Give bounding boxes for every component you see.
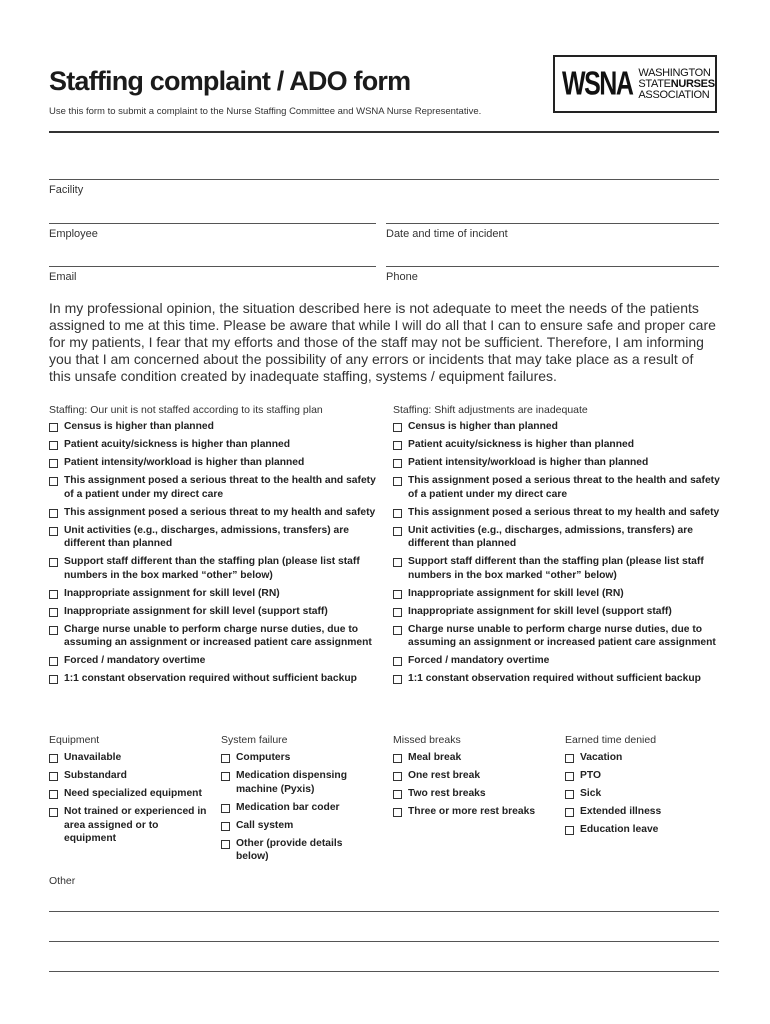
page-title: Staffing complaint / ADO form: [49, 66, 411, 96]
earned-time-item: [565, 823, 720, 837]
checkbox[interactable]: [49, 509, 58, 518]
checkbox[interactable]: [49, 423, 58, 432]
checkbox[interactable]: [221, 822, 230, 831]
missed-breaks-heading: Missed breaks: [393, 734, 461, 746]
page-subtitle: Use this form to submit a complaint to the Nurse Staffing Committee and WSNA Nurse Representative.: [49, 106, 482, 117]
checkbox[interactable]: [221, 840, 230, 849]
checkbox-label: Inappropriate assignment for skill level (RN): [64, 587, 280, 599]
checkbox[interactable]: [565, 808, 574, 817]
system-failure-item: [221, 751, 371, 765]
checkbox-label: Vacation: [580, 752, 623, 763]
checkbox-label: This assignment posed a serious threat to my health and safety: [408, 506, 720, 518]
checkbox-label: Unit activities (e.g., discharges, admissions, transfers) are different than planned: [64, 524, 349, 549]
checkbox[interactable]: [221, 754, 230, 763]
checkbox[interactable]: [393, 423, 402, 432]
checkbox-label: Patient acuity/sickness is higher than planned: [64, 439, 291, 450]
checkbox-label: Inappropriate assignment for skill level (support staff): [408, 605, 672, 617]
system-failure-list: [221, 751, 371, 868]
checkbox-label: This assignment posed a serious threat to my health and safety: [64, 506, 376, 518]
system-failure-item: [221, 837, 371, 864]
checkbox-label: Unavailable: [64, 752, 122, 763]
staffing-plan-item: [49, 438, 379, 452]
checkbox-label: Call system: [236, 819, 294, 831]
shift-adjustments-list: [393, 420, 723, 690]
checkbox[interactable]: [49, 441, 58, 450]
checkbox[interactable]: [49, 754, 58, 763]
staffing-plan-item: [49, 524, 379, 551]
checkbox-label: Forced / mandatory overtime: [408, 655, 550, 666]
shift-adjustments-item: [393, 555, 723, 582]
checkbox[interactable]: [393, 772, 402, 781]
checkbox[interactable]: [49, 657, 58, 666]
staffing-plan-item: [49, 420, 379, 434]
checkbox[interactable]: [393, 527, 402, 536]
equipment-list: [49, 751, 207, 850]
wsna-logo: [553, 55, 717, 113]
checkbox[interactable]: [49, 772, 58, 781]
checkbox-label: Three or more rest breaks: [408, 806, 536, 817]
phone-label: Phone: [386, 271, 418, 283]
checkbox-label: Sick: [580, 788, 602, 799]
employee-field[interactable]: [49, 223, 376, 224]
checkbox[interactable]: [565, 772, 574, 781]
logo-line-3: ASSOCIATION: [638, 88, 710, 101]
logo-mark: WSNA: [562, 64, 633, 103]
missed-breaks-item: [393, 769, 553, 783]
checkbox[interactable]: [49, 675, 58, 684]
checkbox[interactable]: [49, 477, 58, 486]
checkbox-label: Inappropriate assignment for skill level (RN): [408, 587, 624, 599]
facility-field[interactable]: [49, 179, 719, 180]
checkbox-label: 1:1 constant observation required without sufficient backup: [408, 673, 701, 684]
checkbox[interactable]: [393, 754, 402, 763]
earned-time-item: [565, 787, 720, 801]
checkbox[interactable]: [393, 477, 402, 486]
checkbox-label: One rest break: [408, 770, 481, 781]
phone-field[interactable]: [386, 266, 719, 267]
checkbox[interactable]: [393, 459, 402, 468]
equipment-item: [49, 787, 207, 801]
staffing-plan-heading: Staffing: Our unit is not staffed according to its staffing plan: [49, 404, 323, 416]
system-failure-item: [221, 801, 371, 815]
system-failure-item: [221, 769, 371, 796]
earned-time-list: [565, 751, 720, 841]
checkbox[interactable]: [393, 608, 402, 617]
staffing-plan-list: [49, 420, 379, 690]
missed-breaks-item: [393, 751, 553, 765]
shift-adjustments-item: [393, 672, 723, 686]
checkbox-label: PTO: [580, 770, 601, 781]
checkbox[interactable]: [49, 527, 58, 536]
checkbox[interactable]: [49, 808, 58, 817]
checkbox-label: Meal break: [408, 752, 462, 763]
system-failure-item: [221, 819, 371, 833]
equipment-item: [49, 769, 207, 783]
other-line-2[interactable]: [49, 941, 719, 942]
checkbox-label: Medication bar coder: [236, 801, 340, 813]
shift-adjustments-item: [393, 524, 723, 551]
checkbox-label: Education leave: [580, 824, 659, 835]
checkbox[interactable]: [393, 808, 402, 817]
checkbox-label: This assignment posed a serious threat to the health and safety of a patient under my direct care: [64, 475, 376, 500]
earned-time-heading: Earned time denied: [565, 734, 657, 746]
checkbox[interactable]: [49, 590, 58, 599]
shift-adjustments-item: [393, 456, 723, 470]
earned-time-item: [565, 805, 720, 819]
shift-adjustments-item: [393, 587, 723, 601]
logo-line-1: WASHINGTON: [638, 66, 711, 79]
checkbox[interactable]: [393, 626, 402, 635]
shift-adjustments-heading: Staffing: Shift adjustments are inadequate: [393, 404, 588, 416]
shift-adjustments-item: [393, 506, 723, 520]
checkbox[interactable]: [393, 441, 402, 450]
checkbox-label: Patient acuity/sickness is higher than planned: [408, 439, 635, 450]
checkbox-label: Two rest breaks: [408, 788, 486, 799]
checkbox[interactable]: [49, 790, 58, 799]
checkbox-label: Charge nurse unable to perform charge nurse duties, due to assuming an assignment or increased patient care assignment: [408, 623, 716, 648]
checkbox-label: 1:1 constant observation required without sufficient backup: [64, 673, 357, 684]
staffing-plan-item: [49, 555, 379, 582]
checkbox[interactable]: [221, 772, 230, 781]
checkbox-label: Medication dispensing machine (Pyxis): [236, 770, 347, 795]
logo-line-2a: STATE: [638, 77, 671, 90]
staffing-plan-item: [49, 474, 379, 501]
checkbox-label: Patient intensity/workload is higher than planned: [408, 457, 649, 468]
checkbox-label: Inappropriate assignment for skill level (support staff): [64, 605, 328, 617]
checkbox-label: Support staff different than the staffing plan (please list staff numbers in the box marked “other” below): [64, 556, 360, 581]
system-failure-heading: System failure: [221, 734, 288, 746]
other-label: Other: [49, 875, 76, 887]
header-divider: [49, 131, 719, 133]
equipment-item: [49, 805, 207, 846]
shift-adjustments-item: [393, 605, 723, 619]
checkbox-label: Charge nurse unable to perform charge nurse duties, due to assuming an assignment or increased patient care assignment: [64, 623, 372, 648]
shift-adjustments-item: [393, 474, 723, 501]
missed-breaks-list: [393, 751, 553, 823]
checkbox-label: Patient intensity/workload is higher than planned: [64, 457, 305, 468]
email-field[interactable]: [49, 266, 376, 267]
logo-text: [638, 68, 714, 101]
checkbox[interactable]: [393, 590, 402, 599]
checkbox-label: Not trained or experienced in area assigned or to equipment: [64, 806, 207, 844]
professional-opinion-statement: In my professional opinion, the situation described here is not adequate to meet the needs of the patients assigned to me at this time. Please be aware that while I will do all that I can to ensure safe and proper care for my patients, I fear that my efforts and those of the staff may not be sufficient. Therefore, I am informing you that I am concerned about the possibility of any errors or incidents that may take place as a result of this unsafe condition created by inadequate staffing, systems / equipment failures.: [49, 300, 716, 384]
missed-breaks-item: [393, 805, 553, 819]
checkbox-label: This assignment posed a serious threat to the health and safety of a patient under my direct care: [408, 475, 720, 500]
missed-breaks-item: [393, 787, 553, 801]
logo-line-2b: NURSES: [670, 77, 715, 90]
checkbox-label: Substandard: [64, 770, 127, 781]
checkbox[interactable]: [393, 790, 402, 799]
date-time-label: Date and time of incident: [386, 228, 508, 240]
staffing-plan-item: [49, 587, 379, 601]
checkbox[interactable]: [49, 608, 58, 617]
checkbox[interactable]: [393, 558, 402, 567]
earned-time-item: [565, 769, 720, 783]
earned-time-item: [565, 751, 720, 765]
checkbox[interactable]: [221, 804, 230, 813]
staffing-plan-item: [49, 672, 379, 686]
checkbox[interactable]: [565, 790, 574, 799]
checkbox-label: Unit activities (e.g., discharges, admissions, transfers) are different than planned: [408, 524, 693, 549]
checkbox[interactable]: [393, 675, 402, 684]
equipment-heading: Equipment: [49, 734, 100, 746]
checkbox[interactable]: [393, 509, 402, 518]
shift-adjustments-item: [393, 420, 723, 434]
staffing-plan-item: [49, 654, 379, 668]
checkbox-label: Need specialized equipment: [64, 788, 202, 799]
checkbox[interactable]: [49, 558, 58, 567]
staffing-plan-item: [49, 456, 379, 470]
staffing-plan-item: [49, 605, 379, 619]
staffing-plan-item: [49, 623, 379, 650]
other-line-3[interactable]: [49, 971, 719, 972]
shift-adjustments-item: [393, 438, 723, 452]
employee-label: Employee: [49, 228, 98, 240]
checkbox-label: Extended illness: [580, 806, 662, 817]
checkbox-label: Computers: [236, 752, 291, 763]
shift-adjustments-item: [393, 654, 723, 668]
checkbox[interactable]: [565, 754, 574, 763]
checkbox-label: Census is higher than planned: [64, 421, 214, 432]
email-label: Email: [49, 271, 77, 283]
equipment-item: [49, 751, 207, 765]
checkbox-label: Support staff different than the staffing plan (please list staff numbers in the box marked “other” below): [408, 556, 704, 581]
facility-label: Facility: [49, 184, 84, 196]
shift-adjustments-item: [393, 623, 723, 650]
checkbox-label: Census is higher than planned: [408, 421, 558, 432]
checkbox[interactable]: [49, 626, 58, 635]
checkbox[interactable]: [565, 826, 574, 835]
checkbox-label: Forced / mandatory overtime: [64, 655, 206, 666]
checkbox[interactable]: [393, 657, 402, 666]
checkbox-label: Other (provide details below): [236, 837, 343, 862]
checkbox[interactable]: [49, 459, 58, 468]
staffing-plan-item: [49, 506, 379, 520]
other-line-1[interactable]: [49, 911, 719, 912]
date-time-field[interactable]: [386, 223, 719, 224]
